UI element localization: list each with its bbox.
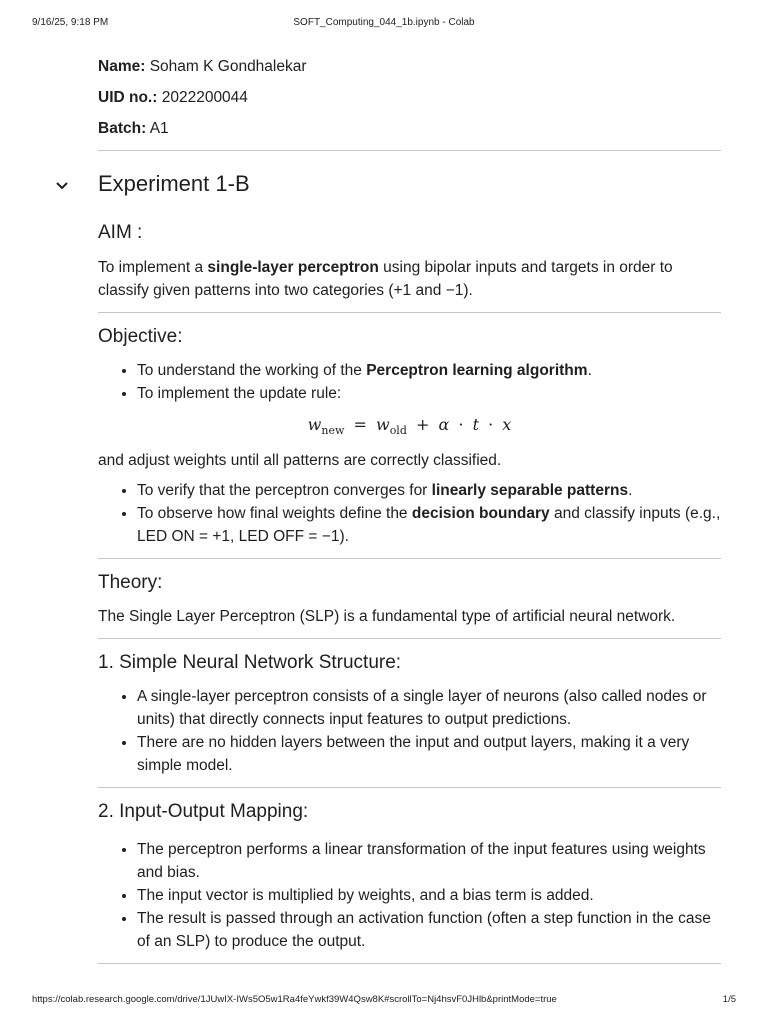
divider <box>98 963 721 964</box>
structure-heading: 1. Simple Neural Network Structure: <box>98 652 402 674</box>
list-item: • A single-layer perceptron consists of a single layer of neurons (also called nodes or units) that directly connects input features to output predictions. <box>137 685 721 731</box>
objective-continuation: and adjust weights until all patterns are correctly classified. <box>98 452 502 470</box>
name-line <box>98 55 721 78</box>
print-footer <box>32 994 736 1008</box>
list-item: • The input vector is multiplied by weights, and a bias term is added. <box>137 884 721 907</box>
aim-text: To implement a single-layer perceptron using bipolar inputs and targets in order to classify given patterns into two categories (+1 and −1). <box>98 259 673 299</box>
experiment-title: Experiment 1-B <box>98 171 250 196</box>
objective-list-2 <box>98 479 721 548</box>
objective-heading: Objective: <box>98 326 183 347</box>
list-item: • The result is passed through an activation function (often a step function in the case of an SLP) to produce the output. <box>137 907 721 953</box>
uid-value: 2022200044 <box>161 89 248 106</box>
theory-text: The Single Layer Perceptron (SLP) is a fundamental type of artificial neural network. <box>98 608 676 626</box>
structure-list <box>98 685 721 777</box>
list-item: • There are no hidden layers between the input and output layers, making it a very simple model. <box>137 731 721 777</box>
list-item: • To understand the working of the Perceptron learning algorithm. <box>137 359 721 382</box>
chevron-down-icon <box>55 181 69 191</box>
name-label: Name: <box>98 58 146 75</box>
batch-label: Batch: <box>98 120 147 137</box>
list-item: • To verify that the perceptron converges for linearly separable patterns. <box>137 479 721 502</box>
uid-line <box>98 86 721 109</box>
batch-line <box>98 117 721 140</box>
batch-value: A1 <box>149 120 169 137</box>
uid-label: UID no.: <box>98 89 158 106</box>
list-item: • The perceptron performs a linear transformation of the input features using weights and bias. <box>137 838 721 884</box>
list-item: • To observe how final weights define the decision boundary and classify inputs (e.g., LED ON = +1, LED OFF = −1). <box>137 502 721 548</box>
divider <box>98 787 721 788</box>
print-url: https://colab.research.google.com/drive/1JUwIX-IWs5O5w1Ra4feYwkf39W4Qsw8K#scrollTo=Nj4hsvF0JHlb&printMode=true <box>32 994 557 1005</box>
divider <box>98 312 721 313</box>
print-header <box>32 17 736 31</box>
notebook-content <box>98 55 721 964</box>
name-value: Soham K Gondhalekar <box>149 58 307 75</box>
divider <box>98 150 721 151</box>
mapping-list <box>98 838 721 953</box>
section-collapse-toggle[interactable] <box>50 174 74 198</box>
theory-heading: Theory: <box>98 572 163 594</box>
page-number: 1/5 <box>722 994 736 1005</box>
list-item: • To implement the update rule: <box>137 382 721 405</box>
divider <box>98 558 721 559</box>
print-document-title: SOFT_Computing_044_1b.ipynb - Colab <box>293 17 475 28</box>
print-timestamp: 9/16/25, 9:18 PM <box>32 17 109 28</box>
divider <box>98 638 721 639</box>
aim-heading: AIM : <box>98 222 143 243</box>
update-rule-formula: $w_{new} = w_{old} + \alpha \cdot t \cdot x$ <box>307 415 512 438</box>
mapping-heading: 2. Input-Output Mapping: <box>98 801 309 823</box>
objective-list <box>98 359 721 405</box>
